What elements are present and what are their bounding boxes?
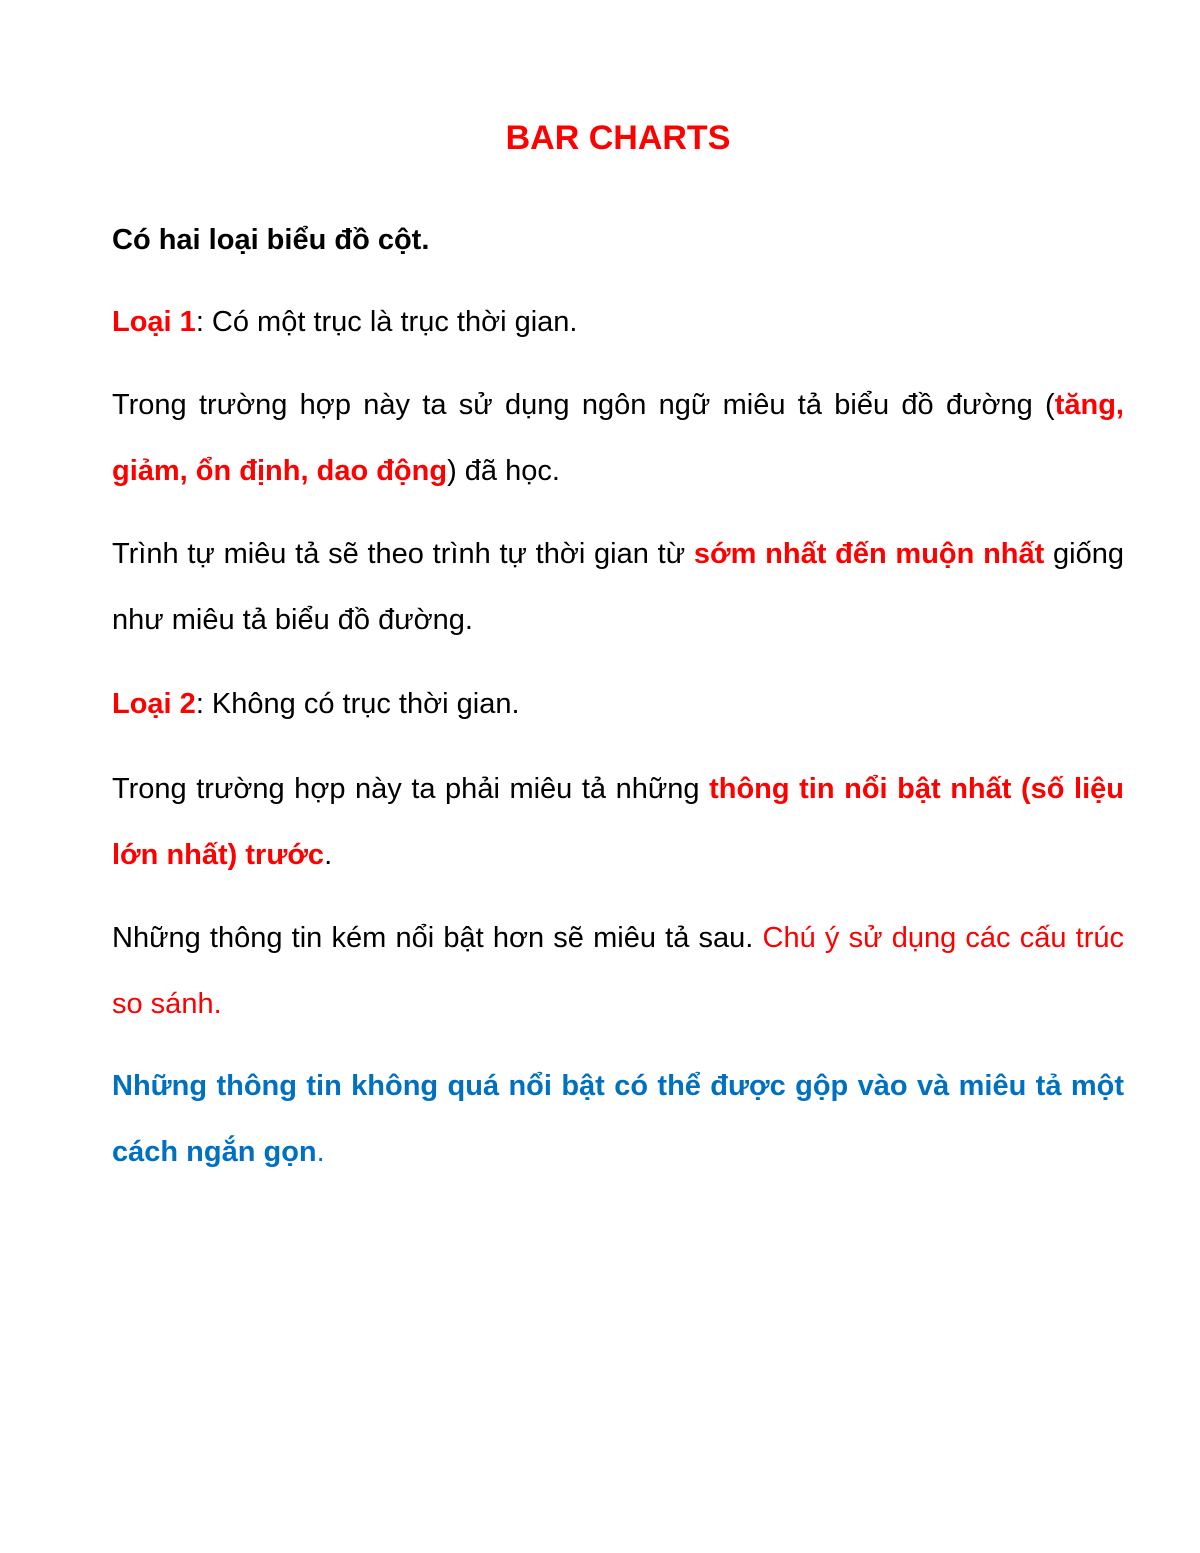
type2-rest-paragraph bbox=[112, 905, 1124, 1037]
type2-desc-text-before: Trong trường hợp này ta phải miêu tả những bbox=[112, 773, 710, 805]
type2-desc-highlight: thông tin nổi bật nhất (số liệu lớn nhất) trước bbox=[112, 773, 1124, 871]
type1-label: Loại 1 bbox=[112, 306, 196, 338]
type2-rest-text-before: Những thông tin kém nổi bật hơn sẽ miêu tả sau. bbox=[112, 922, 763, 954]
document-title: BAR CHARTS bbox=[505, 119, 731, 157]
type2-label: Loại 2 bbox=[112, 688, 196, 720]
document-page bbox=[112, 0, 1124, 1553]
type2-description bbox=[112, 756, 1124, 888]
type2-desc-text-after: . bbox=[324, 839, 333, 871]
type1-desc-text-after: ) đã học. bbox=[447, 455, 560, 487]
type2-rest-highlight: Chú ý sử dụng các cấu trúc so sánh. bbox=[112, 922, 1124, 1020]
type1-desc-highlight: tăng, giảm, ổn định, dao động bbox=[112, 389, 1124, 487]
type1-order-text-after: giống như miêu tả biểu đồ đường. bbox=[112, 538, 1124, 636]
type1-desc-text-before: Trong trường hợp này ta sử dụng ngôn ngữ miêu tả biểu đồ đường ( bbox=[112, 389, 1055, 421]
type1-description bbox=[112, 372, 1124, 504]
type2-line bbox=[112, 678, 1124, 730]
type1-text: : Có một trục là trục thời gian. bbox=[195, 306, 578, 338]
type2-note-end: . bbox=[316, 1136, 325, 1168]
intro-heading: Có hai loại biểu đồ cột. bbox=[112, 224, 430, 256]
type1-line bbox=[112, 296, 1124, 348]
type1-order-text-before: Trình tự miêu tả sẽ theo trình tự thời gian từ bbox=[112, 538, 694, 570]
type1-order-paragraph bbox=[112, 521, 1124, 653]
type1-order-highlight: sớm nhất đến muộn nhất bbox=[693, 538, 1045, 570]
type2-text: : Không có trục thời gian. bbox=[195, 688, 520, 720]
type2-note-text: Những thông tin không quá nổi bật có thể được gộp vào và miêu tả một cách ngắn gọn bbox=[112, 1070, 1124, 1168]
type2-note-paragraph bbox=[112, 1053, 1124, 1185]
